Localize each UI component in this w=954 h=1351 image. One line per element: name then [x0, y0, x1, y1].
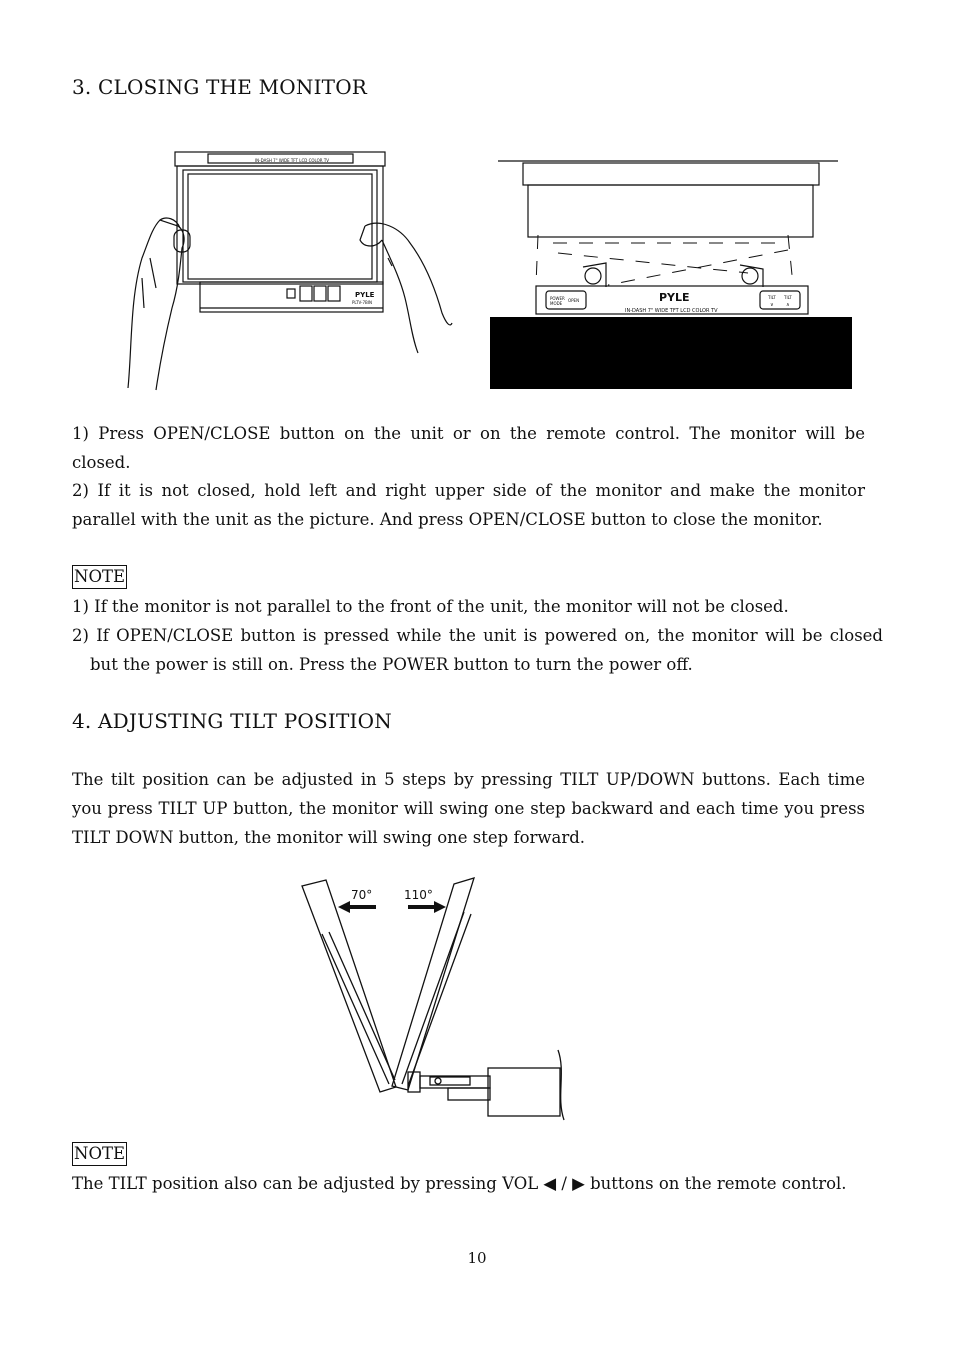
right-fig-btn-tilt-2: TILT	[784, 295, 792, 300]
note-label-2: NOTE	[72, 1142, 127, 1166]
right-fig-btn-mode: MODE	[550, 301, 563, 306]
section-4-heading: 4. ADJUSTING TILT POSITION	[72, 709, 392, 733]
page-number: 10	[467, 1249, 487, 1267]
right-fig-btn-power: POWER	[550, 296, 565, 301]
left-fig-model: PLTV-7BIN	[352, 300, 372, 305]
section-3-heading: 3. CLOSING THE MONITOR	[72, 75, 368, 99]
tilt-note: The TILT position also can be adjusted by pressing VOL ◀ / ▶ buttons on the remote control.	[72, 1174, 847, 1193]
closing-monitor-hands-illustration	[120, 148, 460, 393]
left-fig-brand: PYLE	[355, 291, 375, 299]
closing-step-1: 1) Press OPEN/CLOSE button on the unit or on the remote control. The monitor will be closed.	[72, 424, 865, 472]
angle-70-label: 70°	[351, 888, 373, 902]
angle-110-label: 110°	[404, 888, 433, 902]
note-label-1: NOTE	[72, 565, 127, 589]
right-fig-tilt-up: ∧	[786, 302, 790, 308]
closing-note-1: 1) If the monitor is not parallel to the front of the unit, the monitor will not be closed.	[72, 597, 789, 616]
tilt-description: The tilt position can be adjusted in 5 steps by pressing TILT UP/DOWN buttons. Each time you press TILT UP button, the monitor will swing one step backward and each time you press TILT DOWN button, the monitor will swing one step forward.	[72, 770, 865, 847]
closing-monitor-side-illustration	[488, 155, 854, 391]
closing-step-2: 2) If it is not closed, hold left and right upper side of the monitor and make the monitor parallel with the unit as the picture. And press OPEN/CLOSE button to close the monitor.	[72, 481, 865, 529]
left-fig-title-strip: IN-DASH 7" WIDE TFT LCD COLOR TV	[255, 158, 330, 163]
right-fig-btn-open: OPEN	[568, 298, 580, 303]
tilt-angle-diagram	[296, 872, 571, 1122]
closing-note-2: 2) If OPEN/CLOSE button is pressed while the unit is powered on, the monitor will be closed but the power is still on. Press the POWER button to turn the power off.	[72, 626, 883, 674]
right-fig-brand: PYLE	[659, 291, 690, 304]
right-fig-label: IN-DASH 7" WIDE TFT LCD COLOR TV	[625, 308, 718, 314]
right-fig-tilt-down: ∨	[770, 302, 774, 308]
right-fig-btn-tilt-1: TILT	[768, 295, 776, 300]
